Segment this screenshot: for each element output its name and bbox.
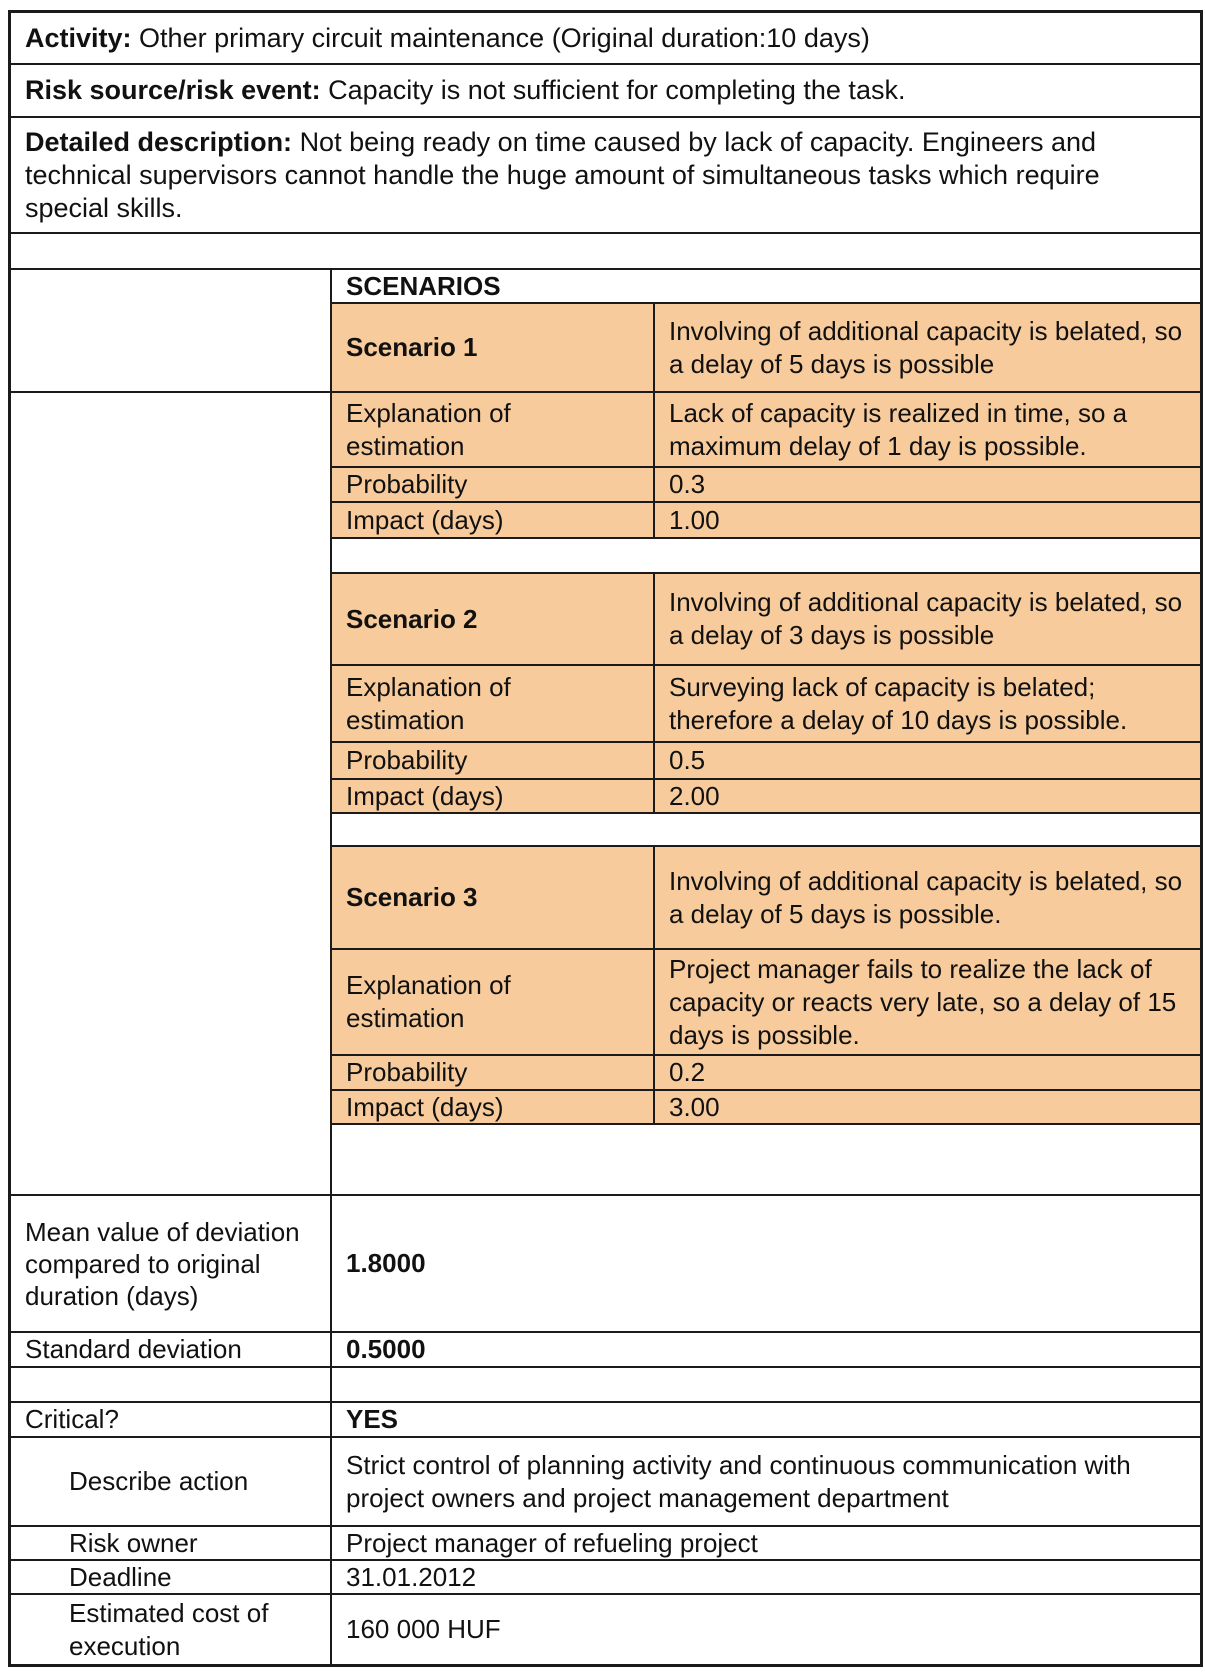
- scenario-2-impact-value: 2.00: [655, 780, 1200, 814]
- activity-text: [25, 22, 870, 55]
- std-dev-label: Standard deviation: [11, 1333, 332, 1368]
- action-label: Describe action: [11, 1438, 332, 1527]
- scenario-3-name: Scenario 3: [332, 847, 655, 950]
- scenario-bottom-spacer: [332, 1125, 1200, 1196]
- scenario-1-probability-label: Probability: [332, 468, 655, 503]
- scenario-3-probability-value: 0.2: [655, 1056, 1200, 1091]
- std-dev-value: 0.5000: [332, 1333, 1200, 1368]
- risk-source-value: Capacity is not sufficient for completing the task.: [328, 75, 906, 105]
- mean-label: Mean value of deviation compared to original duration (days): [11, 1196, 332, 1333]
- left-empty-cell-upper: [11, 270, 332, 393]
- risk-owner-value: Project manager of refueling project: [332, 1527, 1200, 1561]
- scenario-1-explanation: Lack of capacity is realized in time, so a maximum delay of 1 day is possible.: [655, 393, 1200, 468]
- activity-value: Other primary circuit maintenance (Original duration:10 days): [139, 22, 870, 53]
- scenario-3-description: Involving of additional capacity is belated, so a delay of 5 days is possible.: [655, 847, 1200, 950]
- spacer-row-top: [11, 234, 1200, 270]
- scenario-2-explanation-label: Explanation of estimation: [332, 666, 655, 743]
- risk-source-label: Risk source/risk event:: [25, 75, 321, 105]
- risk-source-row: [11, 65, 1200, 118]
- deadline-label: Deadline: [11, 1561, 332, 1595]
- detailed-description-value: Not being ready on time caused by lack of capacity. Engineers and technical supervisors cannot handle the huge amount of simultaneous tasks which require special skills.: [25, 126, 1100, 223]
- scenario-1-impact-label: Impact (days): [332, 503, 655, 539]
- detailed-description-text: [25, 126, 1190, 225]
- scenario-gap-2: [332, 814, 1200, 847]
- scenario-3-explanation-label: Explanation of estimation: [332, 950, 655, 1056]
- mean-value: 1.8000: [332, 1196, 1200, 1333]
- scenario-2-probability-value: 0.5: [655, 743, 1200, 780]
- scenario-2-explanation: Surveying lack of capacity is belated; therefore a delay of 10 days is possible.: [655, 666, 1200, 743]
- scenario-3-explanation: Project manager fails to realize the lack of capacity or reacts very late, so a delay of 15 days is possible.: [655, 950, 1200, 1056]
- scenario-2-name: Scenario 2: [332, 574, 655, 666]
- scenario-2-probability-label: Probability: [332, 743, 655, 780]
- scenario-1-impact-value: 1.00: [655, 503, 1200, 539]
- scenario-2-impact-label: Impact (days): [332, 780, 655, 814]
- scenario-2-description: Involving of additional capacity is belated, so a delay of 3 days is possible: [655, 574, 1200, 666]
- scenario-3-impact-label: Impact (days): [332, 1091, 655, 1125]
- spacer-bottom-value-cell: [332, 1368, 1200, 1403]
- detailed-description-row: [11, 118, 1200, 234]
- spacer-bottom-label-cell: [11, 1368, 332, 1403]
- scenario-gap-1: [332, 539, 1200, 574]
- scenario-1-name: Scenario 1: [332, 304, 655, 393]
- scenario-1-explanation-label: Explanation of estimation: [332, 393, 655, 468]
- deadline-value: 31.01.2012: [332, 1561, 1200, 1595]
- risk-assessment-table: [8, 10, 1203, 1667]
- activity-row: [11, 13, 1200, 65]
- scenarios-header: SCENARIOS: [332, 270, 1200, 304]
- activity-label: Activity:: [25, 22, 132, 53]
- left-empty-cell-lower: [11, 393, 332, 1196]
- risk-owner-label: Risk owner: [11, 1527, 332, 1561]
- cost-label: Estimated cost of execution: [11, 1595, 332, 1664]
- risk-source-text: [25, 74, 905, 107]
- critical-value: YES: [332, 1403, 1200, 1438]
- action-value: Strict control of planning activity and continuous communication with project owners and project management department: [332, 1438, 1200, 1527]
- critical-label: Critical?: [11, 1403, 332, 1438]
- detailed-description-label: Detailed description:: [25, 126, 293, 157]
- cost-value: 160 000 HUF: [346, 1614, 501, 1644]
- scenario-3-impact-value: 3.00: [655, 1091, 1200, 1125]
- scenario-3-probability-label: Probability: [332, 1056, 655, 1091]
- scenario-1-description: Involving of additional capacity is belated, so a delay of 5 days is possible: [655, 304, 1200, 393]
- scenario-1-probability-value: 0.3: [655, 468, 1200, 503]
